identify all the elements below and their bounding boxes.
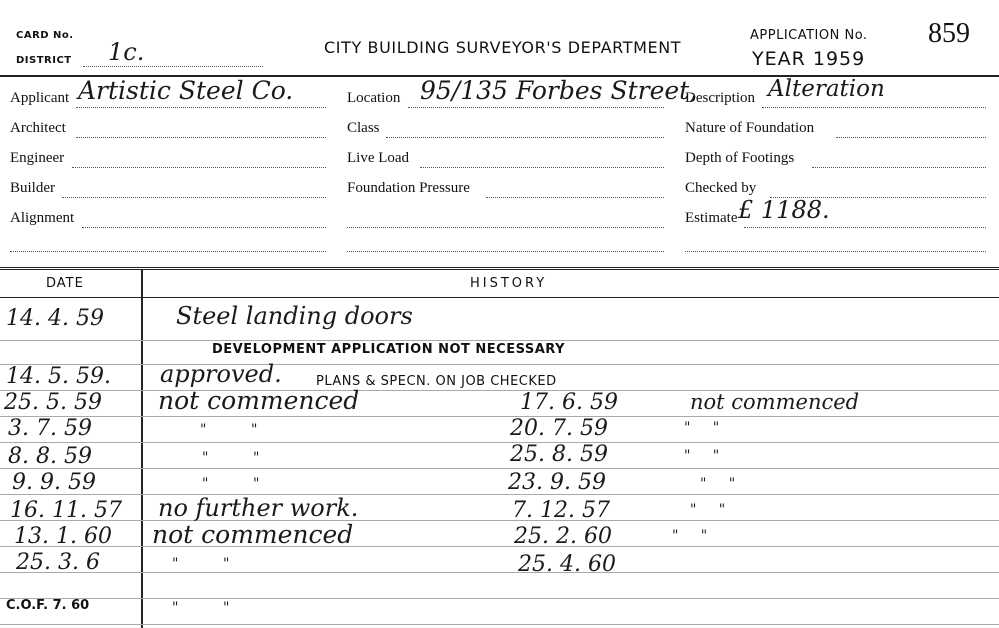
district-label: DISTRICT — [16, 55, 72, 66]
history-stamp: DEVELOPMENT APPLICATION NOT NECESSARY — [212, 342, 566, 357]
history-text-2: " " — [690, 502, 726, 518]
history-text-2: " " — [700, 476, 736, 492]
history-rule — [0, 624, 999, 625]
builder-line — [62, 197, 326, 198]
engineer-line — [72, 167, 326, 168]
history-date: 9. 9. 59 — [12, 470, 96, 495]
date-header: DATE — [46, 276, 84, 291]
history-date: 25. 3. 6 — [16, 550, 100, 575]
history-rule — [0, 598, 999, 599]
history-header-rule — [0, 297, 999, 298]
history-text: " " — [202, 450, 260, 466]
history-text-2: " " — [684, 420, 720, 436]
history-date-2: 7. 12. 57 — [512, 498, 610, 523]
class-label: Class — [347, 120, 380, 136]
column-2-line-5 — [347, 227, 664, 228]
history-date-2: 25. 2. 60 — [514, 524, 612, 549]
estimate-value: £ 1188. — [738, 196, 830, 224]
department-title: CITY BUILDING SURVEYOR'S DEPARTMENT — [324, 38, 682, 57]
description-line — [762, 107, 986, 108]
checked-by-label: Checked by — [685, 180, 757, 196]
history-header: HISTORY — [470, 276, 548, 291]
alignment-line — [82, 227, 326, 228]
card-no-label: CARD No. — [16, 30, 74, 41]
column-3-line-6 — [685, 251, 986, 252]
history-date-2: 17. 6. 59 — [520, 390, 618, 415]
history-date: 8. 8. 59 — [8, 444, 92, 469]
depth-footings-label: Depth of Footings — [685, 150, 795, 166]
history-text-2: " " — [672, 528, 708, 544]
history-rule — [0, 364, 999, 365]
applicant-line — [76, 107, 326, 108]
estimate-line — [744, 227, 986, 228]
live-load-label: Live Load — [347, 150, 410, 166]
history-top-rule — [0, 267, 999, 270]
estimate-label: Estimate — [685, 210, 738, 226]
history-rule — [0, 416, 999, 417]
history-date: 13. 1. 60 — [14, 524, 112, 549]
applicant-value: Artistic Steel Co. — [78, 76, 294, 105]
history-text-2: " " — [684, 448, 720, 464]
application-label: APPLICATION No. — [750, 28, 868, 43]
history-stamp: PLANS & SPECN. ON JOB CHECKED — [316, 374, 557, 389]
history-date: 14. 5. 59. — [6, 364, 111, 389]
foundation-pressure-line — [486, 197, 664, 198]
location-line — [408, 107, 664, 108]
history-rule — [0, 572, 999, 573]
description-label: Description — [685, 90, 755, 106]
depth-footings-line — [812, 167, 986, 168]
date-column-divider — [141, 270, 143, 628]
location-label: Location — [347, 90, 401, 106]
history-date: 25. 5. 59 — [4, 390, 102, 415]
district-value: 1c. — [108, 38, 145, 66]
history-text: " " — [172, 600, 230, 616]
history-text: " " — [200, 422, 258, 438]
column-2-line-6 — [347, 251, 664, 252]
history-rule — [0, 520, 999, 521]
history-rule — [0, 340, 999, 341]
description-value: Alteration — [768, 76, 885, 102]
class-line — [386, 137, 664, 138]
applicant-label: Applicant — [10, 90, 70, 106]
history-text: " " — [172, 556, 230, 572]
history-text: not commenced — [152, 520, 354, 549]
history-date-2: 25. 4. 60 — [518, 552, 616, 577]
architect-line — [76, 137, 326, 138]
history-text: no further work. — [158, 494, 359, 522]
history-text: " " — [202, 476, 260, 492]
builder-label: Builder — [10, 180, 55, 196]
alignment-line-2 — [10, 251, 326, 252]
nature-foundation-label: Nature of Foundation — [685, 120, 815, 136]
nature-foundation-line — [836, 137, 986, 138]
year-label: YEAR 1959 — [752, 48, 866, 70]
history-date-2: 20. 7. 59 — [510, 416, 608, 441]
history-date-2: 25. 8. 59 — [510, 442, 608, 467]
foundation-pressure-label: Foundation Pressure — [347, 180, 470, 196]
history-date: 3. 7. 59 — [8, 416, 92, 441]
location-value: 95/135 Forbes Street, — [420, 76, 698, 105]
history-date: C.O.F. 7. 60 — [6, 598, 90, 613]
history-rule — [0, 468, 999, 469]
history-text: Steel landing doors — [176, 302, 413, 330]
architect-label: Architect — [10, 120, 66, 136]
history-rule — [0, 546, 999, 547]
district-line — [83, 66, 263, 67]
history-text: not commenced — [158, 386, 360, 415]
history-date: 16. 11. 57 — [10, 498, 122, 523]
history-text: approved. — [160, 360, 282, 388]
application-number: 859 — [928, 18, 970, 49]
history-text-2: not commenced — [690, 390, 860, 414]
engineer-label: Engineer — [10, 150, 65, 166]
live-load-line — [420, 167, 664, 168]
history-date: 14. 4. 59 — [6, 306, 104, 331]
alignment-label: Alignment — [10, 210, 75, 226]
history-date-2: 23. 9. 59 — [508, 470, 606, 495]
history-rule — [0, 494, 999, 495]
history-rule — [0, 442, 999, 443]
